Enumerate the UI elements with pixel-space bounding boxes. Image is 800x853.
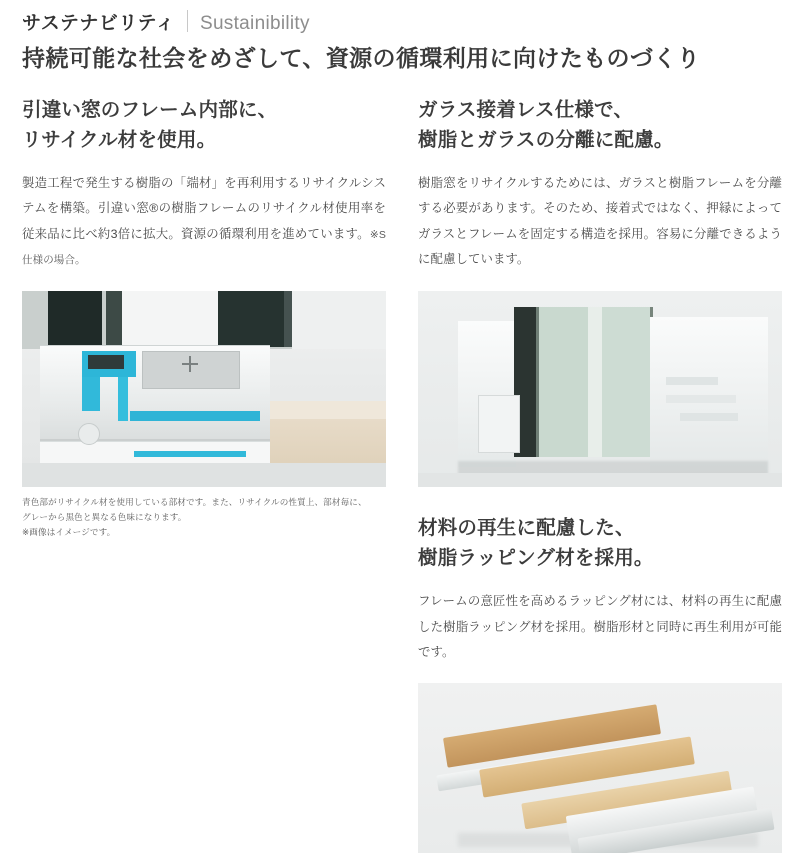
left-block-title-line1: 引違い窓のフレーム内部に、 bbox=[22, 98, 278, 121]
glass-resin-separation-photo bbox=[418, 291, 782, 487]
page-title-jp: サステナビリティ bbox=[22, 13, 175, 34]
right-block2-title-line1: 材料の再生に配慮した、 bbox=[418, 516, 635, 539]
content-columns bbox=[22, 95, 782, 853]
right-block2-title bbox=[418, 513, 782, 573]
left-block-body-note: ※S仕様の場合。 bbox=[22, 228, 386, 267]
left-block-body bbox=[22, 171, 386, 273]
caption-line-2: グレーから黒色と異なる色味になります。 bbox=[22, 511, 187, 522]
caption-line-1: 青色部がリサイクル材を使用している部材です。また、リサイクルの性質上、部材毎に、 bbox=[22, 496, 367, 507]
right-column bbox=[418, 95, 782, 853]
left-column bbox=[22, 95, 386, 853]
left-photo-caption bbox=[22, 495, 386, 540]
caption-line-3: ※画像はイメージです。 bbox=[22, 526, 116, 537]
left-block-title-line2: リサイクル材を使用。 bbox=[22, 128, 217, 151]
right-block1-title bbox=[418, 95, 782, 155]
page-headline: 持続可能な社会をめざして、資源の循環利用に向けたものづくり bbox=[22, 45, 701, 71]
page-title-en: Sustainibility bbox=[199, 13, 310, 34]
title-divider bbox=[187, 10, 188, 32]
page-header bbox=[22, 0, 778, 33]
right-block1-title-line2: 樹脂とガラスの分離に配慮。 bbox=[418, 128, 674, 151]
left-block-title bbox=[22, 95, 386, 155]
right-block2-title-line2: 樹脂ラッピング材を採用。 bbox=[418, 546, 654, 569]
right-block2-body: フレームの意匠性を高めるラッピング材には、材料の再生に配慮した樹脂ラッピング材を採用。樹脂形材と同時に再生利用が可能です。 bbox=[418, 594, 782, 659]
right-block1-body: 樹脂窓をリサイクルするためには、ガラスと樹脂フレームを分離する必要があります。そのため、接着式ではなく、押縁によってガラスとフレームを固定する構造を採用。容易に分離できるように配慮しています。 bbox=[418, 176, 782, 267]
left-block-body-text: 製造工程で発生する樹脂の「端材」を再利用するリサイクルシステムを構築。引違い窓®の樹脂フレームのリサイクル材使用率を従来品に比べ約3倍に拡大。資源の循環利用を進めています。 bbox=[22, 176, 386, 241]
resin-wrapping-boards-photo bbox=[418, 683, 782, 853]
right-block1-title-line1: ガラス接着レス仕様で、 bbox=[418, 98, 634, 121]
window-frame-cross-section-photo bbox=[22, 291, 386, 487]
